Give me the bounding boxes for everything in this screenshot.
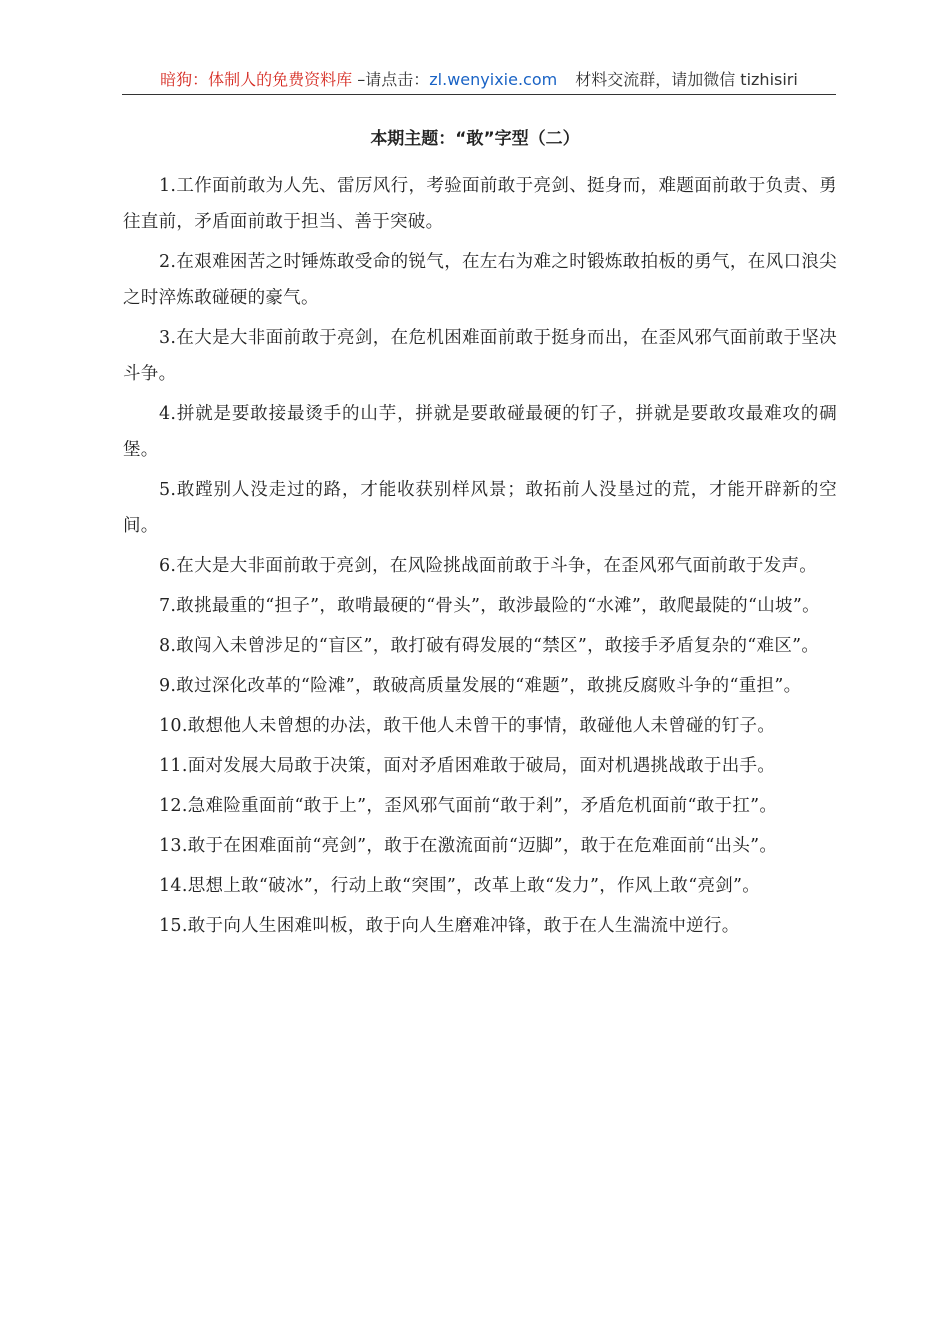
list-item: 5.敢蹚别人没走过的路，才能收获别样风景；敢拓前人没垦过的荒，才能开辟新的空间。	[123, 480, 837, 536]
list-item: 13.敢于在困难面前“亮剑”，敢于在激流面前“迈脚”，敢于在危难面前“出头”。	[159, 836, 778, 856]
list-item: 6.在大是大非面前敢于亮剑，在风险挑战面前敢于斗争，在歪风邪气面前敢于发声。	[159, 556, 818, 576]
list-item: 4.拼就是要敢接最烫手的山芋，拼就是要敢碰最硬的钉子，拼就是要敢攻最难攻的碉堡。	[123, 404, 837, 460]
list-item: 9.敢过深化改革的“险滩”，敢破高质量发展的“难题”，敢挑反腐败斗争的“重担”。	[159, 676, 802, 696]
header-prompt: –请点击：	[352, 70, 430, 89]
header-brand: 暗狗：体制人的免费资料库	[160, 70, 353, 89]
list-item: 7.敢挑最重的“担子”，敢啃最硬的“骨头”，敢涉最险的“水滩”，敢爬最陡的“山坡”。	[159, 596, 820, 616]
header-contact: 材料交流群，请加微信 tizhisiri	[575, 70, 798, 89]
header-link[interactable]: zl.wenyixie.com	[429, 70, 558, 89]
list-item: 1.工作面前敢为人先、雷厉风行，考验面前敢于亮剑、挺身而，难题面前敢于负责、勇往直前，矛盾面前敢于担当、善于突破。	[123, 176, 837, 232]
sentence-list	[123, 168, 837, 948]
list-item: 11.面对发展大局敢于决策，面对矛盾困难敢于破局，面对机遇挑战敢于出手。	[159, 756, 776, 776]
page-title: 本期主题：“敢”字型（二）	[370, 129, 580, 149]
list-item: 3.在大是大非面前敢于亮剑，在危机困难面前敢于挺身而出，在歪风邪气面前敢于坚决斗争。	[123, 328, 837, 384]
list-item: 15.敢于向人生困难叫板，敢于向人生磨难冲锋，敢于在人生湍流中逆行。	[159, 916, 740, 936]
list-item: 2.在艰难困苦之时锤炼敢受命的锐气，在左右为难之时锻炼敢拍板的勇气，在风口浪尖之时淬炼敢碰硬的豪气。	[123, 252, 837, 308]
list-item: 8.敢闯入未曾涉足的“盲区”，敢打破有碍发展的“禁区”，敢接手矛盾复杂的“难区”。	[159, 636, 820, 656]
list-item: 10.敢想他人未曾想的办法，敢干他人未曾干的事情，敢碰他人未曾碰的钉子。	[159, 716, 776, 736]
list-item: 14.思想上敢“破冰”，行动上敢“突围”，改革上敢“发力”，作风上敢“亮剑”。	[159, 876, 761, 896]
list-item: 12.急难险重面前“敢于上”，歪风邪气面前“敢于剎”，矛盾危机面前“敢于扛”。	[159, 796, 778, 816]
page-header	[122, 66, 836, 95]
